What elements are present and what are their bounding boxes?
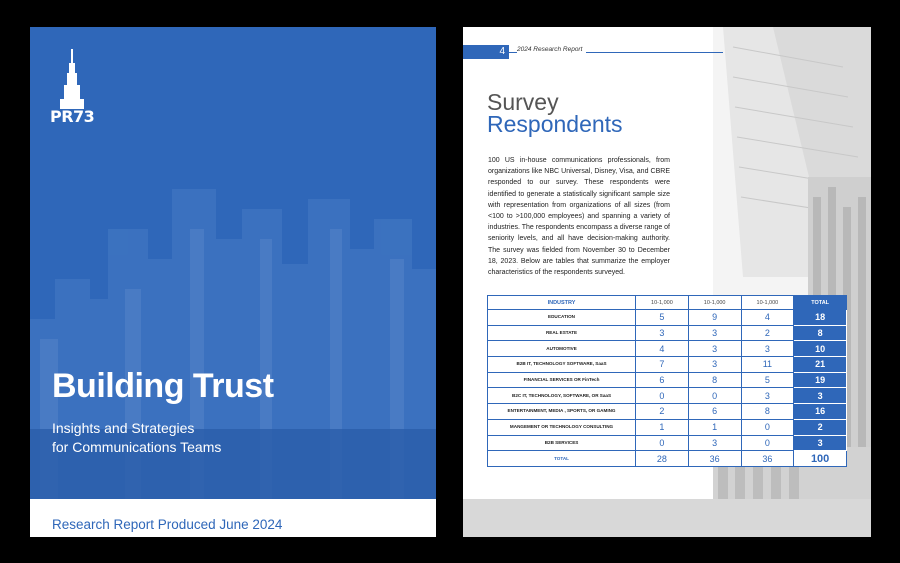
- value-cell: 1: [688, 419, 741, 435]
- industry-cell: B2C IT, TECHNOLOGY, SOFTWARE, OR SaaS: [488, 388, 636, 404]
- value-cell: 0: [741, 435, 794, 451]
- running-header: 2024 Research Report: [517, 46, 586, 53]
- industry-cell: B2B SERVICES: [488, 435, 636, 451]
- value-cell: 8: [741, 404, 794, 420]
- value-cell: 2: [741, 325, 794, 341]
- value-cell: 6: [636, 372, 689, 388]
- value-cell: 3: [688, 435, 741, 451]
- table-header-row: [488, 296, 847, 310]
- total-cell: 8: [794, 325, 847, 341]
- cover-subtitle: [52, 419, 312, 457]
- industry-cell: FINANCIAL SERVICES OR FinTech: [488, 372, 636, 388]
- total-cell: 19: [794, 372, 847, 388]
- total-value-cell: 36: [741, 451, 794, 467]
- total-value-cell: 36: [688, 451, 741, 467]
- logo-text: PR73: [50, 107, 95, 126]
- value-cell: 1: [636, 419, 689, 435]
- cover-page: [30, 27, 436, 537]
- table-row: [488, 388, 847, 404]
- table-row: [488, 372, 847, 388]
- value-cell: 8: [688, 372, 741, 388]
- value-cell: 6: [688, 404, 741, 420]
- table-row: [488, 435, 847, 451]
- value-cell: 0: [741, 419, 794, 435]
- value-cell: 3: [741, 388, 794, 404]
- total-value-cell: 28: [636, 451, 689, 467]
- value-cell: 9: [688, 310, 741, 326]
- bottom-background-band: [463, 499, 871, 537]
- total-cell: 10: [794, 341, 847, 357]
- table-row: [488, 310, 847, 326]
- page-number: 4: [463, 45, 509, 59]
- value-cell: 4: [636, 341, 689, 357]
- value-cell: 5: [741, 372, 794, 388]
- header-total: TOTAL: [794, 296, 847, 310]
- value-cell: 3: [636, 325, 689, 341]
- table-row: [488, 325, 847, 341]
- section-title-line-2: Respondents: [487, 111, 623, 137]
- cover-subtitle-line-2: for Communications Teams: [52, 439, 222, 455]
- value-cell: 2: [636, 404, 689, 420]
- value-cell: 0: [636, 388, 689, 404]
- table-row: [488, 357, 847, 373]
- industry-cell: REAL ESTATE: [488, 325, 636, 341]
- value-cell: 3: [688, 325, 741, 341]
- header-size-3: 10-1,000: [741, 296, 794, 310]
- cover-subtitle-line-1: Insights and Strategies: [52, 420, 195, 436]
- header-industry: INDUSTRY: [488, 296, 636, 310]
- industry-cell: MANGEMENT OR TECHNOLOGY CONSULTING: [488, 419, 636, 435]
- industry-cell: ENTERTAINMENT, MEDIA , SPORTS, OR GAMING: [488, 404, 636, 420]
- value-cell: 7: [636, 357, 689, 373]
- value-cell: 11: [741, 357, 794, 373]
- value-cell: 5: [636, 310, 689, 326]
- report-page: [463, 27, 871, 537]
- total-cell: 18: [794, 310, 847, 326]
- industry-cell: B2B IT, TECHNOLOGY SOFTWARE, SaaS: [488, 357, 636, 373]
- value-cell: 0: [688, 388, 741, 404]
- value-cell: 3: [688, 341, 741, 357]
- total-label-cell: TOTAL: [488, 451, 636, 467]
- value-cell: 3: [688, 357, 741, 373]
- header-size-2: 10-1,000: [688, 296, 741, 310]
- total-cell: 16: [794, 404, 847, 420]
- value-cell: 4: [741, 310, 794, 326]
- cover-footer: Research Report Produced June 2024: [52, 517, 283, 532]
- table-total-row: [488, 451, 847, 467]
- cover-blue-panel: [30, 27, 436, 499]
- table-row: [488, 341, 847, 357]
- table-row: [488, 419, 847, 435]
- header-size-1: 10-1,000: [636, 296, 689, 310]
- value-cell: 3: [741, 341, 794, 357]
- total-cell: 3: [794, 435, 847, 451]
- total-cell: 2: [794, 419, 847, 435]
- value-cell: 0: [636, 435, 689, 451]
- section-title-line-1: Survey: [487, 89, 559, 115]
- grand-total-cell: 100: [794, 451, 847, 467]
- total-cell: 21: [794, 357, 847, 373]
- table-row: [488, 404, 847, 420]
- industry-cell: EDUCATION: [488, 310, 636, 326]
- body-paragraph: 100 US in-house communications professionals, from organizations like NBC Universal, Disney, Visa, and CBRE responded to our survey. These respondents were identified to generate a statistically significant sample size with representation from organizations of all sizes (from <100 to >100,000 employees) and spanning a variety of industries. The respondents encompass a diverse range of seniority levels, and all have decision-making authority. The survey was fielded from November 30 to December 18, 2023. Below are tables that summarize the employer characteristics of the respondents surveyed.: [488, 157, 670, 277]
- total-cell: 3: [794, 388, 847, 404]
- industry-cell: AUTOMOTIVE: [488, 341, 636, 357]
- respondents-table: [487, 295, 847, 467]
- cover-title: Building Trust: [52, 367, 274, 405]
